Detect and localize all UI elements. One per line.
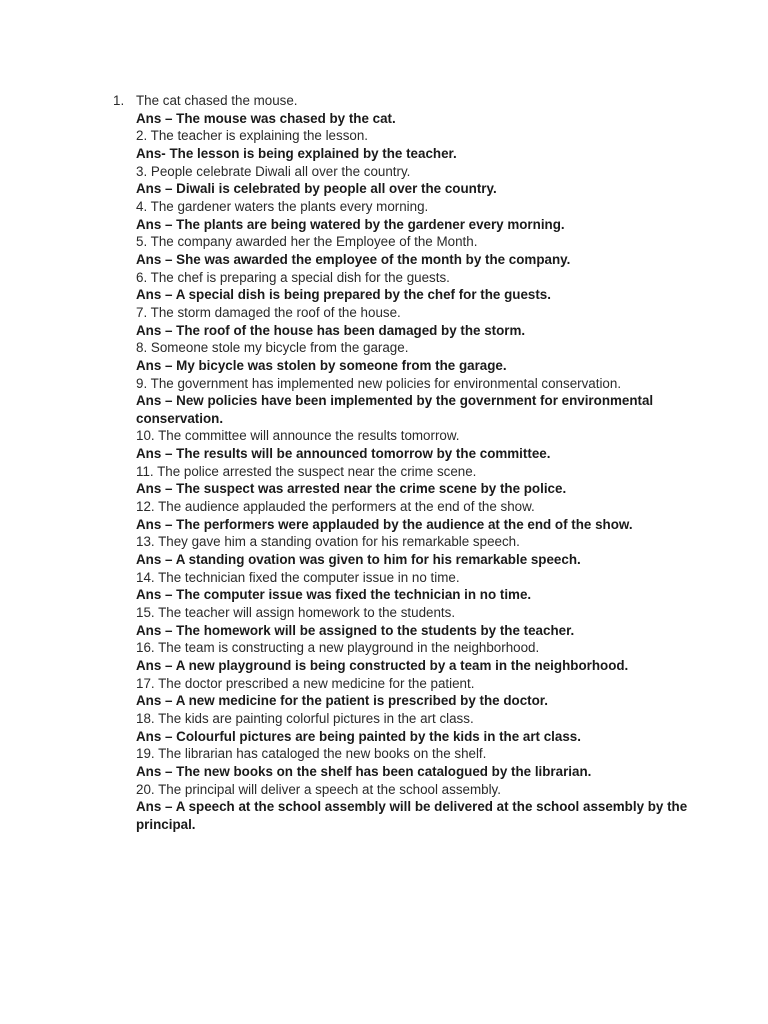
- answer-line: Ans – A standing ovation was given to him for his remarkable speech.: [136, 552, 581, 568]
- answer-line: Ans – A speech at the school assembly will be delivered at the school assembly by the principal.: [136, 799, 688, 832]
- answer-line: Ans – The computer issue was fixed the technician in no time.: [136, 587, 532, 603]
- answer-line: Ans – The plants are being watered by the gardener every morning.: [136, 216, 565, 232]
- answer-line: Ans – The results will be announced tomorrow by the committee.: [136, 446, 551, 462]
- question-line: 15. The teacher will assign homework to the students.: [136, 605, 456, 621]
- answer-line: Ans – She was awarded the employee of the month by the company.: [136, 251, 571, 267]
- answer-line: Ans – The roof of the house has been damaged by the storm.: [136, 322, 526, 338]
- answer-line: Ans – A new playground is being constructed by a team in the neighborhood.: [136, 658, 629, 673]
- question-line: 17. The doctor prescribed a new medicine for the patient.: [136, 675, 475, 691]
- question-line: 18. The kids are painting colorful pictures in the art class.: [136, 710, 474, 726]
- answer-line: Ans – The new books on the shelf has been catalogued by the librarian.: [136, 763, 592, 779]
- question-line: 20. The principal will deliver a speech at the school assembly.: [136, 781, 501, 797]
- answer-line: Ans – Colourful pictures are being painted by the kids in the art class.: [136, 728, 581, 744]
- question-line: 11. The police arrested the suspect near the crime scene.: [136, 463, 477, 479]
- question-line: 6. The chef is preparing a special dish for the guests.: [136, 269, 450, 285]
- answer-line: Ans – A new medicine for the patient is prescribed by the doctor.: [136, 693, 548, 709]
- question-line: 8. Someone stole my bicycle from the garage.: [136, 340, 409, 356]
- answer-line: Ans – Diwali is celebrated by people all over the country.: [136, 181, 497, 197]
- question-line: 13. They gave him a standing ovation for his remarkable speech.: [136, 534, 520, 550]
- question-line: 12. The audience applauded the performers at the end of the show.: [136, 499, 535, 515]
- list-number: 1.: [113, 93, 125, 108]
- question-line: 3. People celebrate Diwali all over the country.: [136, 163, 411, 179]
- answer-line: Ans- The lesson is being explained by the teacher.: [136, 145, 457, 161]
- answer-line: Ans – New policies have been implemented by the government for environmental conservation.: [136, 393, 654, 426]
- answer-line: Ans – The performers were applauded by the audience at the end of the show.: [136, 516, 633, 532]
- question-text: The cat chased the mouse.: [136, 93, 298, 108]
- question-line: [113, 92, 696, 110]
- answer-line: Ans – My bicycle was stolen by someone from the garage.: [136, 357, 507, 373]
- answer-line: Ans – The homework will be assigned to the students by the teacher.: [136, 622, 575, 638]
- question-line: 14. The technician fixed the computer issue in no time.: [136, 569, 460, 585]
- question-line: 7. The storm damaged the roof of the house.: [136, 304, 401, 320]
- question-line: 5. The company awarded her the Employee of the Month.: [136, 234, 478, 250]
- question-line: 4. The gardener waters the plants every morning.: [136, 198, 429, 214]
- question-line: 19. The librarian has cataloged the new books on the shelf.: [136, 746, 487, 762]
- answer-line: Ans – The suspect was arrested near the crime scene by the police.: [136, 481, 567, 497]
- answer-line: Ans – The mouse was chased by the cat.: [136, 110, 396, 126]
- qa-list: [113, 92, 696, 834]
- question-line: 9. The government has implemented new policies for environmental conservation.: [136, 375, 622, 391]
- question-line: 16. The team is constructing a new playground in the neighborhood.: [136, 640, 540, 656]
- answer-line: Ans – A special dish is being prepared by the chef for the guests.: [136, 287, 551, 303]
- question-line: 10. The committee will announce the results tomorrow.: [136, 428, 460, 444]
- question-line: 2. The teacher is explaining the lesson.: [136, 128, 369, 144]
